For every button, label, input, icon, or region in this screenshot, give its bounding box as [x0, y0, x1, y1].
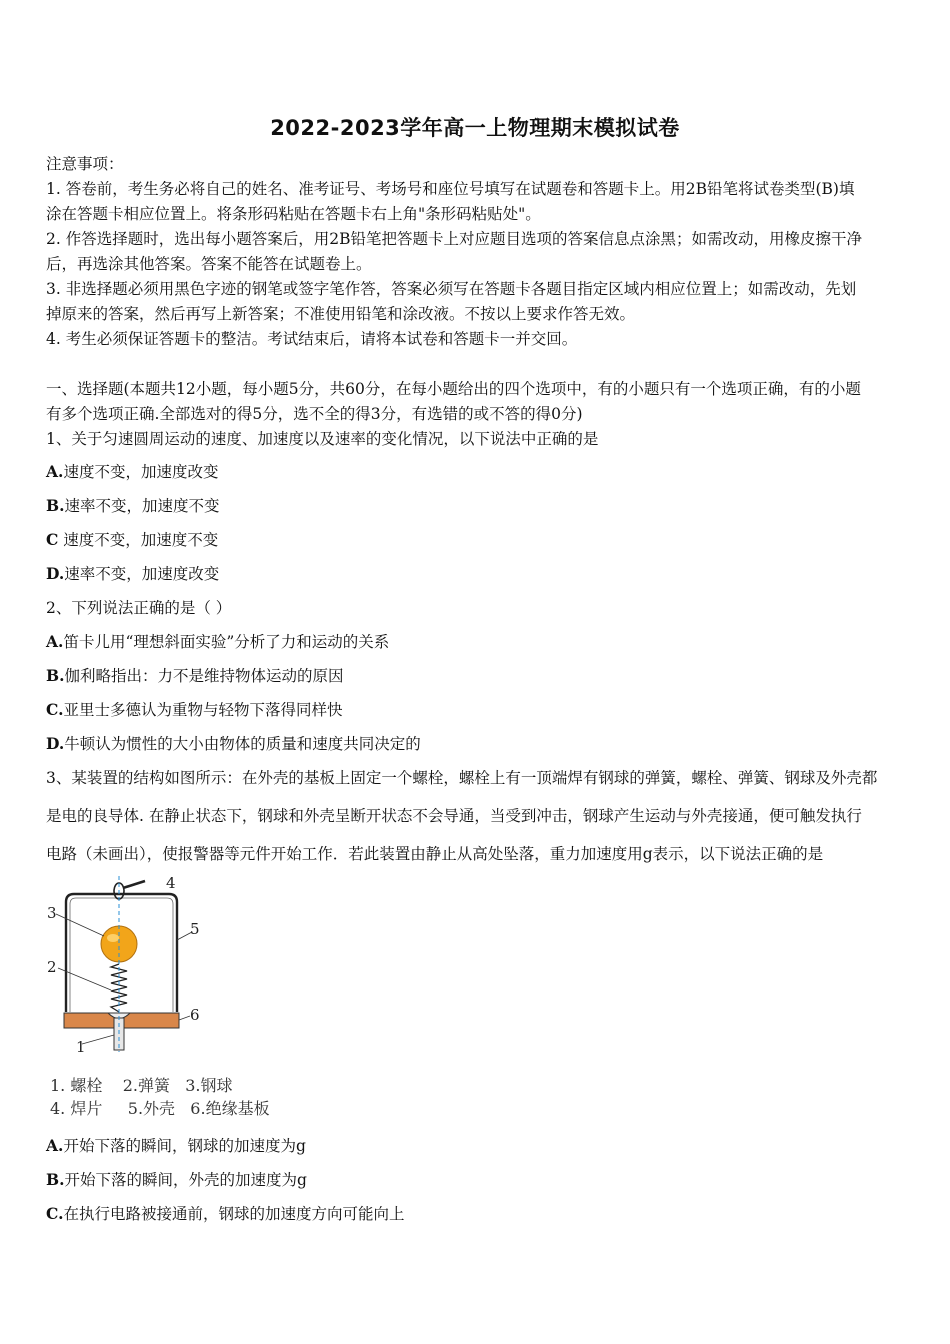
figure-legend: 4. 焊片 5.外壳 6.绝缘基板: [50, 1099, 270, 1118]
question-1-option-a: [46, 460, 218, 482]
question-1-stem: 1、关于匀速圆周运动的速度、加速度以及速率的变化情况，以下说法中正确的是: [46, 430, 599, 448]
question-3-option-b: [46, 1168, 307, 1190]
notice-heading: 注意事项：: [46, 155, 124, 173]
option-letter: A.: [46, 462, 64, 481]
option-letter: A.: [46, 632, 64, 651]
option-letter: C.: [46, 1204, 64, 1223]
option-text: 伽利略指出：力不是维持物体运动的原因: [64, 667, 344, 685]
notice-line: 1. 答卷前，考生务必将自己的姓名、准考证号、考场号和座位号填写在试题卷和答题卡上。用2B铅笔将试卷类型(B)填: [46, 180, 855, 198]
question-3-stem: 电路（未画出），使报警器等元件开始工作．若此装置由静止从高处坠落，重力加速度用g表示，以下说法正确的是: [46, 845, 824, 863]
figure-label-6: 6: [190, 1006, 200, 1024]
option-letter: A.: [46, 1136, 64, 1155]
option-text: 在执行电路被接通前，钢球的加速度方向可能向上: [63, 1205, 405, 1223]
option-letter: C: [46, 530, 59, 549]
exam-title: 2022-2023学年高一上物理期末模拟试卷: [270, 116, 680, 140]
notice-line: 4. 考生必须保证答题卡的整洁。考试结束后，请将本试卷和答题卡一并交回。: [46, 330, 578, 348]
question-2-option-c: [46, 698, 342, 720]
question-3-option-c: [46, 1202, 404, 1224]
section-instructions: 一、选择题(本题共12小题，每小题5分，共60分，在每小题给出的四个选项中，有的小题只有一个选项正确，有的小题: [46, 380, 861, 398]
option-text: 速率不变，加速度不变: [64, 497, 220, 515]
option-text: 开始下落的瞬间，钢球的加速度为g: [63, 1137, 306, 1155]
figure-label-3: 3: [47, 904, 57, 922]
question-2-option-b: [46, 664, 344, 686]
notice-line: 3. 非选择题必须用黑色字迹的钢笔或签字笔作答，答案必须写在答题卡各题目指定区域内相应位置上；如需改动，先划: [46, 280, 857, 298]
question-1-option-b: [46, 494, 220, 516]
figure-label-4: 4: [166, 874, 176, 892]
question-2-option-d: [46, 732, 421, 754]
option-text: 速度不变，加速度改变: [63, 463, 219, 481]
question-1-option-d: [46, 562, 219, 584]
option-letter: D.: [46, 564, 65, 583]
notice-line: 后，再选涂其他答案。答案不能答在试题卷上。: [46, 255, 372, 273]
option-text: 笛卡儿用“理想斜面实验”分析了力和运动的关系: [63, 633, 390, 651]
option-text: 速率不变，加速度改变: [64, 565, 220, 583]
option-letter: B.: [46, 666, 65, 685]
option-letter: C.: [46, 700, 64, 719]
option-text: 开始下落的瞬间，外壳的加速度为g: [64, 1171, 307, 1189]
notice-line: 涂在答题卡相应位置上。将条形码粘贴在答题卡右上角"条形码粘贴处"。: [46, 205, 541, 223]
figure-label-5: 5: [190, 920, 200, 938]
section-instructions: 有多个选项正确.全部选对的得5分，选不全的得3分，有选错的或不答的得0分): [46, 405, 583, 423]
question-1-option-c: [46, 528, 218, 550]
notice-line: 2. 作答选择题时，选出每小题答案后，用2B铅笔把答题卡上对应题目选项的答案信息点涂黑；如需改动，用橡皮擦干净: [46, 230, 862, 248]
figure-label-2: 2: [47, 958, 57, 976]
figure-legend: 1. 螺栓 2.弹簧 3.钢球: [50, 1076, 233, 1095]
option-letter: B.: [46, 1170, 65, 1189]
question-3-option-a: [46, 1134, 306, 1156]
figure-label-1: 1: [76, 1038, 86, 1052]
question-3-stem: 是电的良导体. 在静止状态下，钢球和外壳呈断开状态不会导通，当受到冲击，钢球产生运动与外壳接通，便可触发执行: [46, 807, 862, 825]
question-2-stem: 2、下列说法正确的是（ ）: [46, 599, 232, 617]
question-2-option-a: [46, 630, 389, 652]
option-text: 亚里士多德认为重物与轻物下落得同样快: [63, 701, 343, 719]
question-3-stem: 3、某装置的结构如图所示：在外壳的基板上固定一个螺栓，螺栓上有一顶端焊有钢球的弹簧，螺栓、弹簧、钢球及外壳都: [46, 769, 878, 787]
alarm-device-figure: [44, 872, 294, 1052]
option-text: 速度不变，加速度不变: [58, 531, 219, 549]
option-letter: B.: [46, 496, 65, 515]
option-letter: D.: [46, 734, 65, 753]
option-text: 牛顿认为惯性的大小由物体的质量和速度共同决定的: [64, 735, 421, 753]
ball-highlight: [107, 934, 119, 942]
notice-line: 掉原来的答案，然后再写上新答案；不准使用铅笔和涂改液。不按以上要求作答无效。: [46, 305, 636, 323]
